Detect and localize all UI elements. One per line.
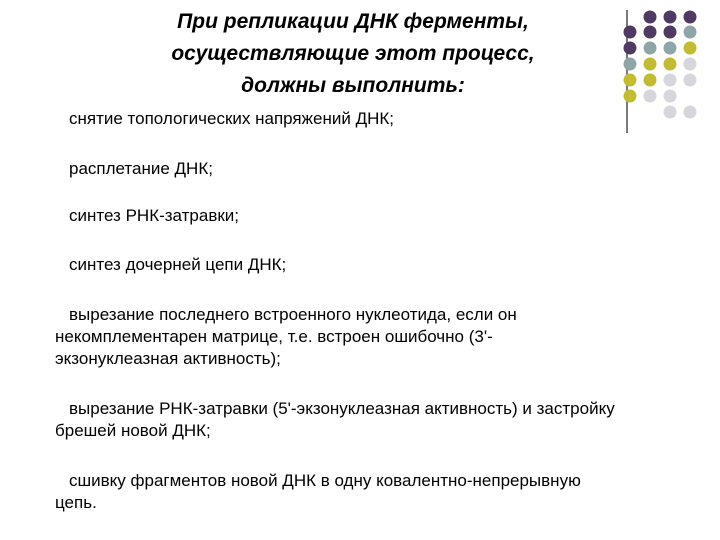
decor-dot	[644, 74, 657, 87]
bullet-item-7: сшивку фрагментов новой ДНК в одну ковалентно-непрерывную цепь.	[55, 471, 581, 512]
decor-dot	[644, 90, 657, 103]
decor-dot	[624, 26, 637, 39]
decor-dot	[684, 106, 697, 119]
decor-dot	[664, 74, 677, 87]
decor-dot	[664, 42, 677, 55]
title-line-1: При репликации ДНК ферменты,	[177, 10, 529, 33]
bullet-item-1: снятие топологических напряжений ДНК;	[69, 109, 394, 128]
bullet-item-2: расплетание ДНК;	[69, 159, 213, 178]
bullet-item-5: вырезание последнего встроенного нуклеотида, если он некомплементарен матрице, т.е. встроен ошибочно (3'-экзонуклеазная активность);	[55, 305, 517, 368]
decor-dot	[664, 106, 677, 119]
title-line-3: должны выполнить:	[241, 74, 465, 97]
decor-dot	[624, 58, 637, 71]
title-line-2: осуществляющие этот процесс,	[171, 42, 535, 65]
decor-dot	[624, 74, 637, 87]
decor-dot	[684, 42, 697, 55]
decor-dot	[644, 42, 657, 55]
decor-dot	[624, 42, 637, 55]
decor-dot	[684, 58, 697, 71]
decor-dot	[624, 90, 637, 103]
decor-dot	[664, 90, 677, 103]
bullet-item-4: синтез дочерней цепи ДНК;	[69, 255, 287, 274]
decor-dot	[684, 26, 697, 39]
decor-dot	[664, 58, 677, 71]
decor-dot	[664, 26, 677, 39]
decor-dot	[684, 11, 697, 24]
bullet-item-3: синтез РНК-затравки;	[69, 206, 240, 225]
bullet-item-6: вырезание РНК-затравки (5'-экзонуклеазная активность) и застройку брешей новой ДНК;	[55, 399, 615, 440]
decor-dot	[644, 26, 657, 39]
decor-dot	[664, 11, 677, 24]
decor-dot	[644, 58, 657, 71]
decor-dot	[684, 74, 697, 87]
decor-dot	[644, 11, 657, 24]
